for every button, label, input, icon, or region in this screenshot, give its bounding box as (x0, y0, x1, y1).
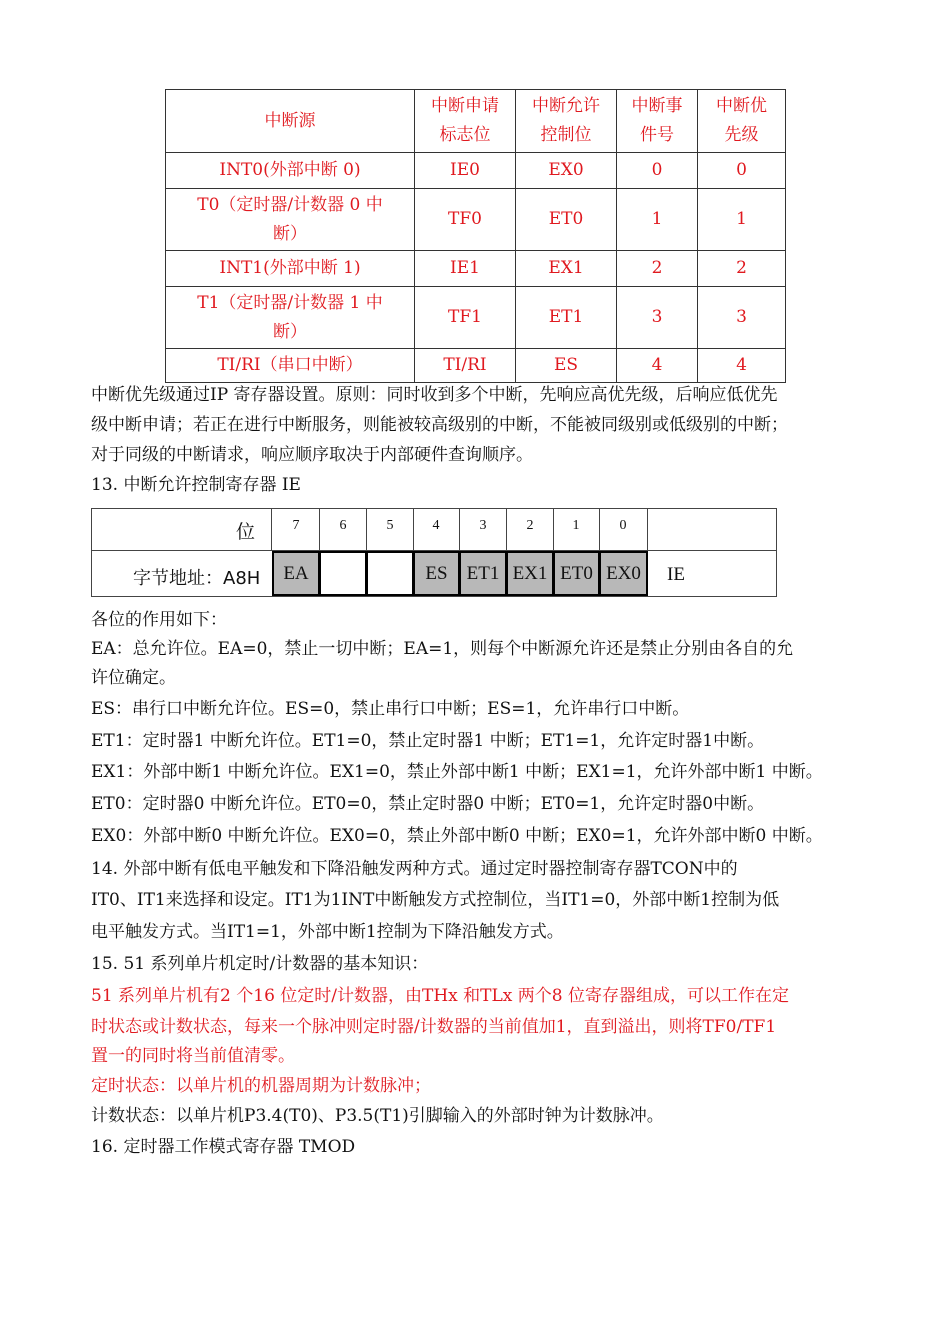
heading-13: 13. 中断允许控制寄存器 IE (91, 475, 301, 495)
bit-desc-et0: ET0：定时器0 中断允许位。ET0=0，禁止定时器0 中断；ET0=1，允许定时器0中断。 (91, 794, 765, 814)
header-priority: 中断优 先级 (698, 90, 786, 153)
ie-bit-ex1: EX1 (506, 551, 554, 596)
cell-event: 3 (617, 287, 698, 349)
header-source: 中断源 (166, 90, 415, 153)
priority-paragraph-line: 级中断申请；若正在进行中断服务，则能被较高级别的中断，不能被同级别或低级别的中断； (91, 415, 788, 435)
table-row (166, 153, 786, 189)
cell-priority: 2 (698, 251, 786, 287)
ie-bit-es: ES (413, 551, 460, 596)
ie-bit-et0: ET0 (553, 551, 600, 596)
cell-priority: 1 (698, 189, 786, 251)
bit-number: 5 (386, 518, 394, 533)
cell-priority: 4 (698, 349, 786, 383)
cell-source: INT0(外部中断 0) (166, 153, 415, 189)
ie-bit-5 (366, 551, 414, 596)
ie-register-name: IE (667, 564, 685, 585)
para-14-line: IT0、IT1来选择和设定。IT1为1INT中断触发方式控制位，当IT1=0，外部中断1控制为低 (91, 890, 780, 910)
cell-flag: IE0 (415, 153, 516, 189)
bit-desc-ea: EA：总允许位。EA=0，禁止一切中断；EA=1，则每个中断源允许还是禁止分别由各自的允 (91, 639, 794, 659)
para-14-line: 电平触发方式。当IT1=1，外部中断1控制为下降沿触发方式。 (91, 922, 564, 942)
table-row (166, 349, 786, 383)
bit-number: 3 (479, 518, 487, 533)
priority-paragraph-line: 中断优先级通过IP 寄存器设置。原则：同时收到多个中断，先响应高优先级，后响应低优先 (91, 385, 778, 405)
cell-flag: IE1 (415, 251, 516, 287)
cell-enable: ET1 (516, 287, 617, 349)
cell-enable: EX0 (516, 153, 617, 189)
bit-label: 位 (236, 521, 256, 543)
bit-number: 2 (526, 518, 534, 533)
heading-16: 16. 定时器工作模式寄存器 TMOD (91, 1137, 356, 1157)
cell-source: T1（定时器/计数器 1 中 断） (166, 287, 415, 349)
cell-source: TI/RI（串口中断） (166, 349, 415, 383)
cell-enable: ET0 (516, 189, 617, 251)
bit-number: 1 (572, 518, 580, 533)
ie-bit-ex0: EX0 (599, 551, 648, 596)
table-row (166, 251, 786, 287)
timer-state: 定时状态：以单片机的机器周期为计数脉冲； (91, 1076, 431, 1096)
byte-address-label: 字节地址：A8H (133, 568, 261, 589)
header-event: 中断事 件号 (617, 90, 698, 153)
heading-15: 15. 51 系列单片机定时/计数器的基本知识： (91, 954, 429, 974)
cell-flag: TF0 (415, 189, 516, 251)
bit-desc-et1: ET1：定时器1 中断允许位。ET1=0，禁止定时器1 中断；ET1=1，允许定时器1中断。 (91, 731, 765, 751)
bit-desc-es: ES：串行口中断允许位。ES=0，禁止串行口中断；ES=1，允许串行口中断。 (91, 699, 690, 719)
bit-desc-ea-cont: 许位确定。 (91, 668, 176, 688)
para-15-line: 时状态或计数状态，每来一个脉冲则定时器/计数器的当前值加1，直到溢出，则将TF0/TF1 (91, 1017, 777, 1037)
ie-register-diagram (91, 508, 781, 600)
cell-event: 0 (617, 153, 698, 189)
cell-event: 2 (617, 251, 698, 287)
cell-source: T0（定时器/计数器 0 中 断） (166, 189, 415, 251)
bit-desc-ex0: EX0：外部中断0 中断允许位。EX0=0，禁止外部中断0 中断；EX0=1，允许外部中断0 中断。 (91, 826, 823, 846)
table-row (166, 189, 786, 251)
header-flag: 中断申请 标志位 (415, 90, 516, 153)
ie-bit-et1: ET1 (459, 551, 507, 596)
cell-enable: EX1 (516, 251, 617, 287)
bit-number: 6 (339, 518, 347, 533)
para-14-line: 14. 外部中断有低电平触发和下降沿触发两种方式。通过定时器控制寄存器TCON中的 (91, 859, 738, 879)
priority-paragraph-line: 对于同级的中断请求，响应顺序取决于内部硬件查询顺序。 (91, 445, 533, 465)
bit-number: 0 (619, 518, 627, 533)
header-enable: 中断允许 控制位 (516, 90, 617, 153)
cell-enable: ES (516, 349, 617, 383)
cell-event: 1 (617, 189, 698, 251)
cell-source: INT1(外部中断 1) (166, 251, 415, 287)
para-15-line: 置一的同时将当前值清零。 (91, 1046, 295, 1066)
cell-flag: TF1 (415, 287, 516, 349)
cell-priority: 0 (698, 153, 786, 189)
para-15-line: 51 系列单片机有2 个16 位定时/计数器，由THx 和TLx 两个8 位寄存器组成，可以工作在定 (91, 986, 790, 1006)
interrupt-table (165, 89, 786, 383)
count-state: 计数状态：以单片机P3.4(T0)、P3.5(T1)引脚输入的外部时钟为计数脉冲。 (91, 1106, 664, 1126)
bits-intro: 各位的作用如下： (91, 610, 227, 630)
cell-event: 4 (617, 349, 698, 383)
cell-priority: 3 (698, 287, 786, 349)
ie-bit-ea: EA (272, 551, 320, 596)
cell-flag: TI/RI (415, 349, 516, 383)
table-header-row (166, 90, 786, 153)
ie-bit-6 (319, 551, 367, 596)
bit-desc-ex1: EX1：外部中断1 中断允许位。EX1=0，禁止外部中断1 中断；EX1=1，允许外部中断1 中断。 (91, 762, 823, 782)
bit-number: 7 (292, 518, 300, 533)
table-row (166, 287, 786, 349)
bit-number: 4 (432, 518, 440, 533)
